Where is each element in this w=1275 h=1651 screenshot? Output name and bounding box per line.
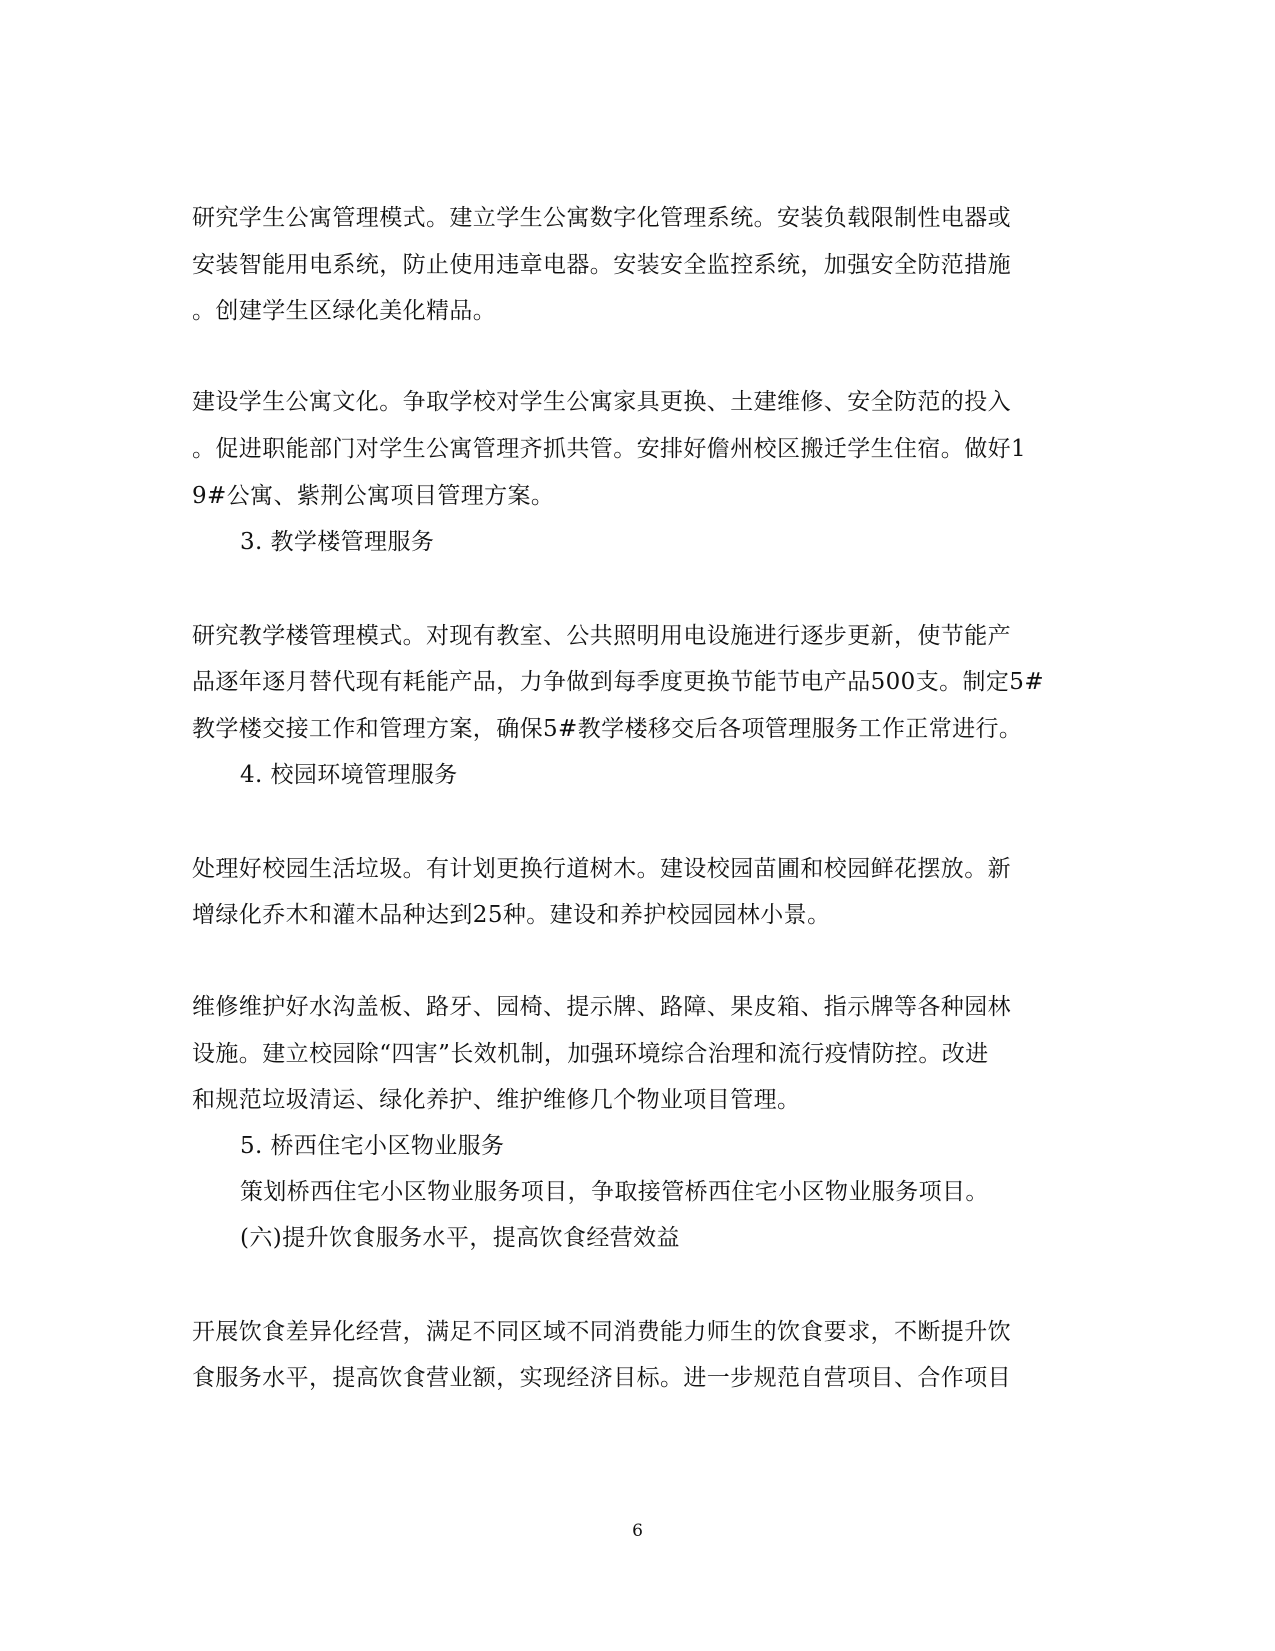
body-text-line: 教学楼交接工作和管理方案，确保5#教学楼移交后各项管理服务工作正常进行。 <box>192 716 1023 742</box>
section-heading: 5. 桥西住宅小区物业服务 <box>240 1133 505 1159</box>
body-text-line: 食服务水平，提高饮食营业额，实现经济目标。进一步规范自营项目、合作项目 <box>192 1365 1011 1391</box>
body-text-line: 策划桥西住宅小区物业服务项目，争取接管桥西住宅小区物业服务项目。 <box>240 1179 989 1205</box>
body-text-line: 处理好校园生活垃圾。有计划更换行道树木。建设校园苗圃和校园鲜花摆放。新 <box>192 856 1011 882</box>
body-text-line: 设施。建立校园除“四害”长效机制，加强环境综合治理和流行疫情防控。改进 <box>192 1041 989 1067</box>
body-text-line: 。创建学生区绿化美化精品。 <box>192 298 497 324</box>
body-text-line: 增绿化乔木和灌木品种达到25种。建设和养护校园园林小景。 <box>192 902 831 928</box>
body-text-line: 研究教学楼管理模式。对现有教室、公共照明用电设施进行逐步更新，使节能产 <box>192 623 1011 649</box>
section-heading: 3. 教学楼管理服务 <box>240 529 435 555</box>
body-text-line: 维修维护好水沟盖板、路牙、园椅、提示牌、路障、果皮箱、指示牌等各种园林 <box>192 994 1011 1020</box>
body-text-line: 9#公寓、紫荆公寓项目管理方案。 <box>192 483 555 509</box>
body-text-line: 安装智能用电系统，防止使用违章电器。安装安全监控系统，加强安全防范措施 <box>192 252 1011 278</box>
page-number: 6 <box>632 1521 643 1541</box>
section-heading: 4. 校园环境管理服务 <box>240 762 458 788</box>
body-text-line: 品逐年逐月替代现有耗能产品，力争做到每季度更换节能节电产品500支。制定5# <box>192 669 1045 695</box>
body-text-line: 。促进职能部门对学生公寓管理齐抓共管。安排好儋州校区搬迁学生住宿。做好1 <box>192 436 1027 462</box>
body-text-line: 研究学生公寓管理模式。建立学生公寓数字化管理系统。安装负载限制性电器或 <box>192 205 1011 231</box>
section-heading: (六)提升饮食服务水平，提高饮食经营效益 <box>240 1225 680 1251</box>
body-text-line: 开展饮食差异化经营，满足不同区域不同消费能力师生的饮食要求，不断提升饮 <box>192 1319 1011 1345</box>
body-text-line: 和规范垃圾清运、绿化养护、维护维修几个物业项目管理。 <box>192 1087 801 1113</box>
body-text-line: 建设学生公寓文化。争取学校对学生公寓家具更换、土建维修、安全防范的投入 <box>192 389 1011 415</box>
